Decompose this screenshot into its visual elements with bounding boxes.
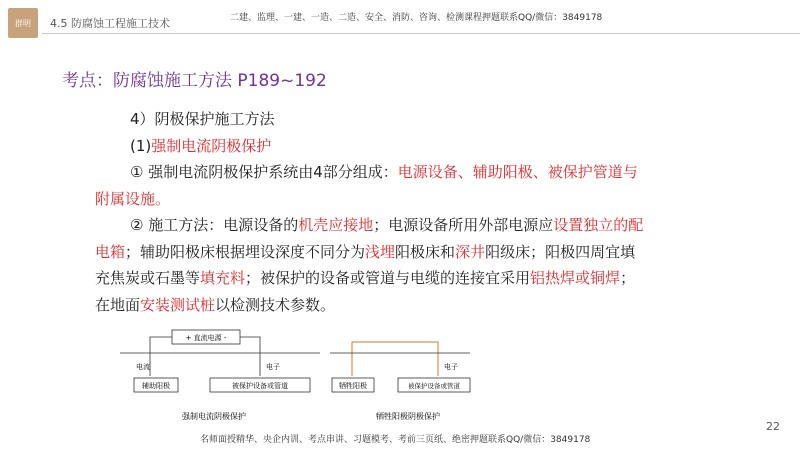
forced-current-diagram — [120, 330, 320, 421]
item-2-highlight: 安装测试桩 — [140, 295, 216, 314]
item-2-text: ；在地面 — [95, 269, 636, 314]
diagram — [120, 320, 480, 434]
anode-label: 辅助阳极 — [142, 382, 170, 390]
page-number: 22 — [766, 420, 780, 433]
right-caption: 牺牲阳极阴极保护 — [376, 412, 440, 421]
sub-prefix: (1) — [130, 136, 152, 155]
electron-label-right: 电子 — [444, 363, 458, 371]
cathodic-protection-diagram — [120, 320, 480, 430]
sacrificial-anode-label: 牺牲阳极 — [339, 382, 367, 390]
topic-title: 考点：防腐蚀施工方法 P189~192 — [62, 71, 327, 91]
item-2-highlight: 设置独立的配电箱 — [95, 216, 644, 261]
electron-label: 电子 — [266, 363, 280, 371]
pipe-label-right: 被保护设备或管道 — [408, 382, 460, 390]
item-1 — [95, 159, 645, 212]
item-2 — [95, 212, 645, 318]
item-2-text: ② 施工方法：电源设备的 — [130, 216, 299, 234]
heading: 4）阴极保护施工方法 — [130, 110, 275, 128]
item-2-text: ；被保护的设备或管道与电缆的连接宜采用 — [245, 269, 531, 287]
content-body — [95, 106, 645, 318]
header-contact: 二建、监理、一建、一造、二造、安全、消防、咨询、检测课程押题联系QQ/微信：3849178 — [230, 13, 603, 23]
sacrificial-diagram — [330, 342, 470, 421]
sub-highlight: 强制电流阴极保护 — [151, 136, 272, 155]
pipe-label: 被保护设备或管道 — [232, 382, 288, 390]
sub-heading — [95, 133, 645, 160]
item-2-text: ；辅助阳极床根据埋设深度不同分为 — [125, 242, 366, 261]
item-2-highlight: 填充料 — [200, 269, 246, 287]
item-2-text: 阳级床；阳极四周宜填充焦炭或石墨等 — [95, 242, 636, 287]
item-2-highlight: 浅埋 — [365, 242, 396, 261]
current-label: 电流 — [136, 363, 150, 371]
item-2-highlight: 深井 — [455, 242, 486, 261]
item-2-highlight: 机壳应接地 — [298, 216, 374, 234]
item-2-text: ；电源设备所用外部电源应 — [373, 216, 554, 234]
logo: 群明 — [8, 8, 38, 38]
item-1-text: ① 强制电流阴极保护系统由4部分组成： — [130, 163, 398, 181]
item-2-highlight: 铝热焊或铜焊 — [530, 269, 621, 287]
left-caption: 强制电流阴极保护 — [182, 412, 246, 421]
header-divider — [42, 33, 800, 34]
power-label: + 直流电源 - — [185, 334, 227, 342]
item-2-text: 以检测技术参数。 — [215, 295, 336, 314]
footer-contact: 名师面授精华、央企内训、考点串讲、习题模考、考前三页纸、绝密押题联系QQ/微信：3849178 — [200, 435, 591, 445]
section-title: 4.5 防腐蚀工程施工技术 — [50, 17, 170, 30]
item-1-highlight: 电源设备、辅助阳极、被保护管道与附属设施。 — [95, 163, 638, 208]
item-2-text: 阳极床和 — [395, 242, 456, 261]
